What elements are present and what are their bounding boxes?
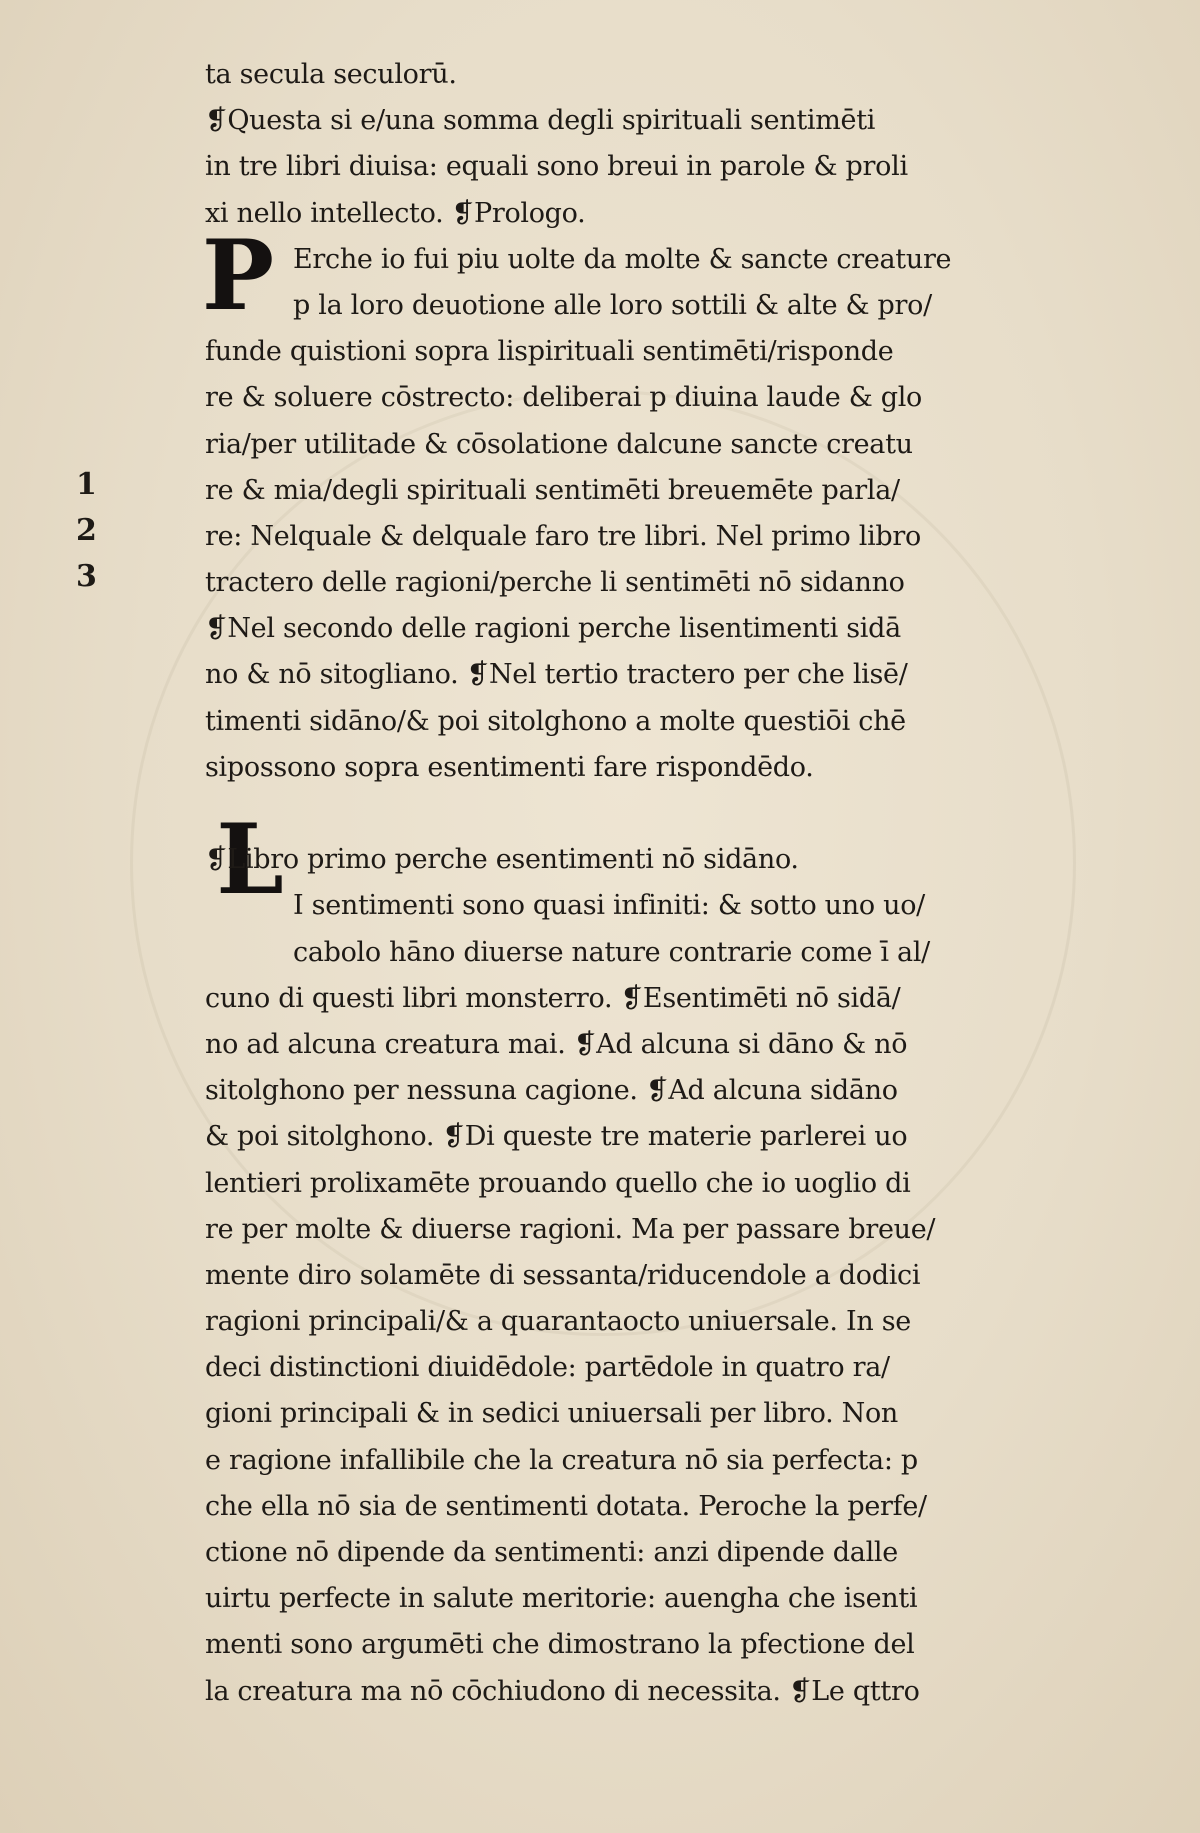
text-line-27: mente diro solamēte di sessanta/riducendole a dodici [205,1259,921,1291]
text-line-22: no ad alcuna creatura mai. ❡Ad alcuna si dāno & nō [205,1028,908,1060]
text-line-34: uirtu perfecte in salute meritorie: auengha che isenti [205,1583,918,1615]
text-line-12: tractero delle ragioni/perche li sentimēti nō sidanno [205,567,905,599]
text-line-8: re & soluere cōstrecto: deliberai p diuina laude & glo [205,382,922,414]
text-line-9: ria/per utilitade & cōsolatione dalcune sancte creatu [205,428,913,460]
text-line-24: & poi sitolghono. ❡Di queste tre materie parlerei uo [205,1121,908,1153]
text-line-33: ctione nō dipende da sentimenti: anzi dipende dalle [205,1537,898,1568]
text-line-1: ta secula seculorū. [205,59,457,90]
section-gap [205,791,1105,837]
text-line-16: sipossono sopra esentimenti fare rispondēdo. [205,751,814,783]
text-line-11: re: Nelquale & delquale faro tre libri. Nel primo libro [205,520,921,552]
margin-number-2: 2 [76,513,97,548]
text-line-31: e ragione infallibile che la creatura nō sia perfecta: p [205,1444,918,1476]
margin-numbering [76,462,116,600]
decorated-initial-p: P [201,219,275,332]
text-line-26: re per molte & diuerse ragioni. Ma per passare breue/ [205,1213,936,1245]
text-line-13: ❡Nel secondo delle ragioni perche lisentimenti sidā [205,613,901,645]
text-line-25: lentieri prolixamēte prouando quello che io uoglio di [205,1167,911,1199]
text-line-15: timenti sidāno/& poi sitolghono a molte questiōi chē [205,705,906,737]
text-line-36: la creatura ma nō cōchiudono di necessita. ❡Le qttro [205,1675,920,1707]
text-line-21: cuno di questi libri monsterro. ❡Esentimēti nō sidā/ [205,982,901,1014]
margin-number-1: 1 [76,467,97,502]
text-line-19: I sentimenti sono quasi infiniti: & sotto uno uo/ [293,890,925,922]
chapter-heading: ❡Libro primo perche esentimenti nō sidāno. [205,844,799,876]
text-line-4: xi nello intellecto. ❡Prologo. [205,197,586,229]
text-line-14: no & nō sitogliano. ❡Nel tertio tractero per che lisē/ [205,659,908,691]
text-line-5: Erche io fui piu uolte da molte & sancte creature [293,243,952,275]
text-line-29: deci distinctioni diuidēdole: partēdole in quatro ra/ [205,1352,890,1384]
text-line-3: in tre libri diuisa: equali sono breui in parole & proli [205,151,908,183]
text-line-10: re & mia/degli spirituali sentimēti breuemēte parla/ [205,474,900,506]
text-line-2: ❡Questa si e/una somma degli spirituali sentimēti [205,105,876,137]
text-line-32: che ella nō sia de sentimenti dotata. Peroche la perfe/ [205,1490,927,1522]
text-line-20: cabolo hāno diuerse nature contrarie come ī al/ [293,936,930,968]
text-line-28: ragioni principali/& a quarantaocto uniuersale. In se [205,1306,911,1338]
margin-number-3: 3 [76,559,97,594]
text-line-35: menti sono argumēti che dimostrano la pfectione del [205,1629,915,1661]
text-line-6: p la loro deuotione alle loro sottili & alte & pro/ [293,289,932,321]
text-line-30: gioni principali & in sedici uniuersali per libro. Non [205,1398,899,1430]
body-text [205,52,1105,1715]
text-line-7: funde quistioni sopra lispirituali sentimēti/risponde [205,336,894,368]
decorated-initial-l: L [216,803,284,916]
text-line-23: sitolghono per nessuna cagione. ❡Ad alcuna sidāno [205,1075,898,1107]
